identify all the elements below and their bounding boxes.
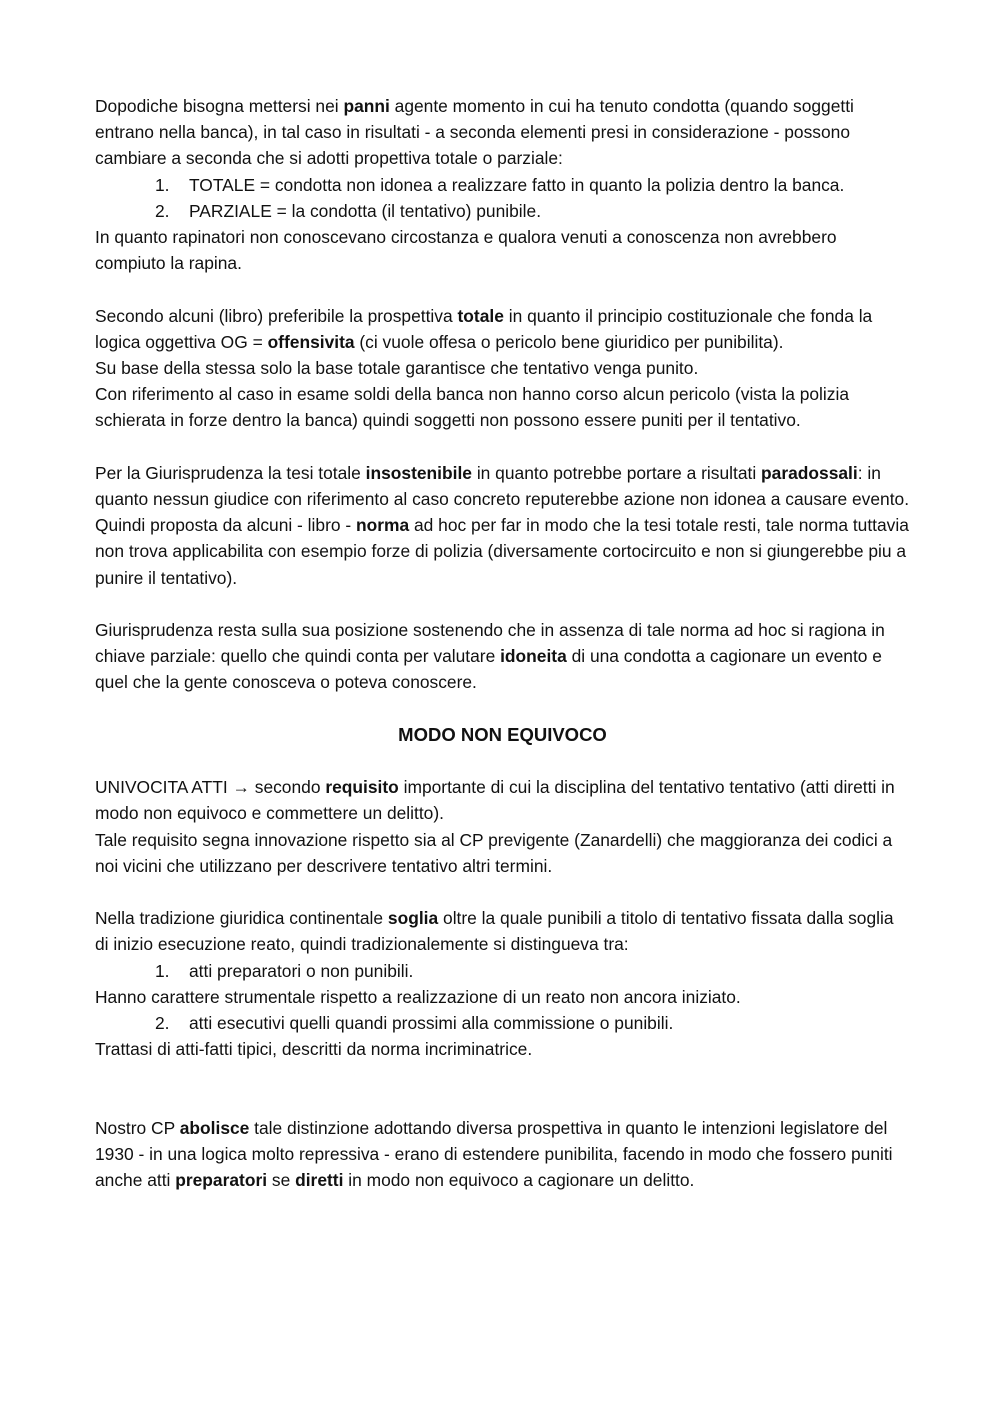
list-number: 1.: [155, 960, 170, 981]
bold-term-norma: norma: [356, 515, 410, 536]
text-span: oltre la quale punibili a titolo di tentativo fissata dalla soglia di inizio esecuzione reato, quindi tradizionalemente si distingueva tra:: [95, 908, 894, 955]
list-item-totale: [95, 172, 910, 198]
text-span: Per la Giurisprudenza la tesi totale: [95, 462, 366, 483]
text-span: in quanto potrebbe portare a risultati: [471, 462, 762, 483]
list-item-text: atti esecutivi quelli quandi prossimi alla commissione o punibili.: [189, 1013, 674, 1034]
text-span: in modo non equivoco a cagionare un delitto.: [343, 1170, 695, 1191]
list-item-text: PARZIALE = la condotta (il tentativo) punibile.: [189, 200, 542, 221]
list-item-text: TOTALE = condotta non idonea a realizzare fatto in quanto la polizia dentro la banca.: [189, 174, 845, 195]
paragraph-spacer: [95, 748, 910, 774]
paragraph-nostro-cp: [95, 1115, 910, 1194]
text-span: tale distinzione adottando diversa prospettiva in quanto le intenzioni legislatore del 1930 - in una logica molto repressiva - erano di estendere punibilita, facendo in modo che fossero puniti anche atti: [95, 1117, 893, 1191]
bold-term-idoneita: idoneita: [500, 646, 567, 667]
paragraph-univocita: [95, 774, 910, 826]
list-item-parziale: [95, 198, 910, 224]
paragraph-prospettiva-totale: [95, 303, 910, 355]
list-item-atti-preparatori: [95, 958, 910, 984]
bold-term-offensivita: offensivita: [267, 331, 355, 352]
text-span: ad hoc per far in modo che la tesi totale resti, tale norma tuttavia non trova applicabilita con esempio forze di polizia (diversamente cortocircuito e non si giungerebbe piu a punire il tentativo).: [95, 515, 909, 588]
paragraph-giurisprudenza-posizione: [95, 617, 910, 696]
paragraph-caso-in-esame: Con riferimento al caso in esame soldi della banca non hanno corso alcun pericolo (vista la polizia schierata in forze dentro la banca) quindi soggetti non possono essere puniti per il tentativo.: [95, 384, 850, 431]
text-span: Dopodiche bisogna mettersi nei: [95, 96, 344, 116]
bold-term-panni: panni: [343, 96, 390, 116]
paragraph-panni: [95, 93, 910, 172]
paragraph-spacer: [95, 1062, 910, 1114]
text-span: Giurisprudenza resta sulla sua posizione sostenendo che in assenza di tale norma ad hoc si ragiona in chiave parziale: quello che quindi conta per valutare: [95, 620, 885, 667]
bold-term-abolisce: abolisce: [179, 1117, 250, 1138]
paragraph-carattere-strumentale: Hanno carattere strumentale rispetto a realizzazione di un reato non ancora iniziato.: [95, 986, 741, 1007]
paragraph-innovazione: Tale requisito segna innovazione rispetto sia al CP previgente (Zanardelli) che maggioranza dei codici a noi vicini che utilizzano per descrivere tentativo altri termini.: [95, 829, 893, 876]
paragraph-atti-fatti: Trattasi di atti-fatti tipici, descritti da norma incriminatrice.: [95, 1039, 533, 1060]
paragraph-spacer: [95, 591, 910, 617]
paragraph-spacer: [95, 434, 910, 460]
bold-term-paradossali: paradossali: [761, 462, 858, 483]
bold-term-insostenibile: insostenibile: [365, 462, 472, 483]
paragraph-giurisprudenza-tesi: [95, 460, 910, 591]
text-span: importante di cui la disciplina del tentativo tentativo (atti diretti in modo non equivoco e commettere un delitto).: [95, 777, 895, 824]
list-item-text: atti preparatori o non punibili.: [189, 960, 414, 981]
text-span: se: [267, 1170, 296, 1191]
document-page: [95, 93, 910, 1193]
paragraph-spacer: [95, 276, 910, 302]
bold-term-diretti: diretti: [295, 1170, 344, 1191]
bold-term-soglia: soglia: [387, 908, 439, 929]
text-span: Nella tradizione giuridica continentale: [95, 908, 388, 929]
paragraph-rapinatori: In quanto rapinatori non conoscevano circostanza e qualora venuti a conoscenza non avrebbero compiuto la rapina.: [95, 227, 837, 274]
text-span: Nostro CP: [95, 1117, 180, 1138]
bold-term-totale: totale: [457, 305, 504, 326]
section-heading: MODO NON EQUIVOCO: [398, 723, 607, 745]
paragraph-base-totale: Su base della stessa solo la base totale garantisce che tentativo venga punito.: [95, 358, 699, 379]
text-span: Secondo alcuni (libro) preferibile la prospettiva: [95, 305, 458, 326]
text-span: agente momento in cui ha tenuto condotta (quando soggetti entrano nella banca), in tal caso in risultati - a seconda elementi presi in considerazione - possono cambiare a seconda che si adotti propettiva totale o parziale:: [95, 96, 854, 169]
list-number: 2.: [155, 200, 170, 221]
list-item-atti-esecutivi: [95, 1010, 910, 1036]
text-span: : in quanto nessun giudice con riferimento al caso concreto reputerebbe azione non idonea a causare evento. Quindi proposta da alcuni - libro -: [95, 462, 910, 536]
list-number: 2.: [155, 1013, 170, 1034]
text-span: di una condotta a cagionare un evento e quel che la gente conosceva o poteva conoscere.: [95, 646, 882, 693]
bold-term-preparatori: preparatori: [175, 1170, 268, 1191]
paragraph-spacer: [95, 696, 910, 722]
text-span: UNIVOCITA ATTI → secondo: [95, 777, 326, 798]
text-span: in quanto il principio costituzionale che fonda la logica oggettiva OG =: [95, 305, 873, 352]
paragraph-spacer: [95, 879, 910, 905]
list-number: 1.: [155, 174, 170, 195]
paragraph-tradizione: [95, 905, 910, 957]
text-span: (ci vuole offesa o pericolo bene giuridico per punibilita).: [354, 331, 784, 352]
bold-term-requisito: requisito: [325, 777, 399, 798]
